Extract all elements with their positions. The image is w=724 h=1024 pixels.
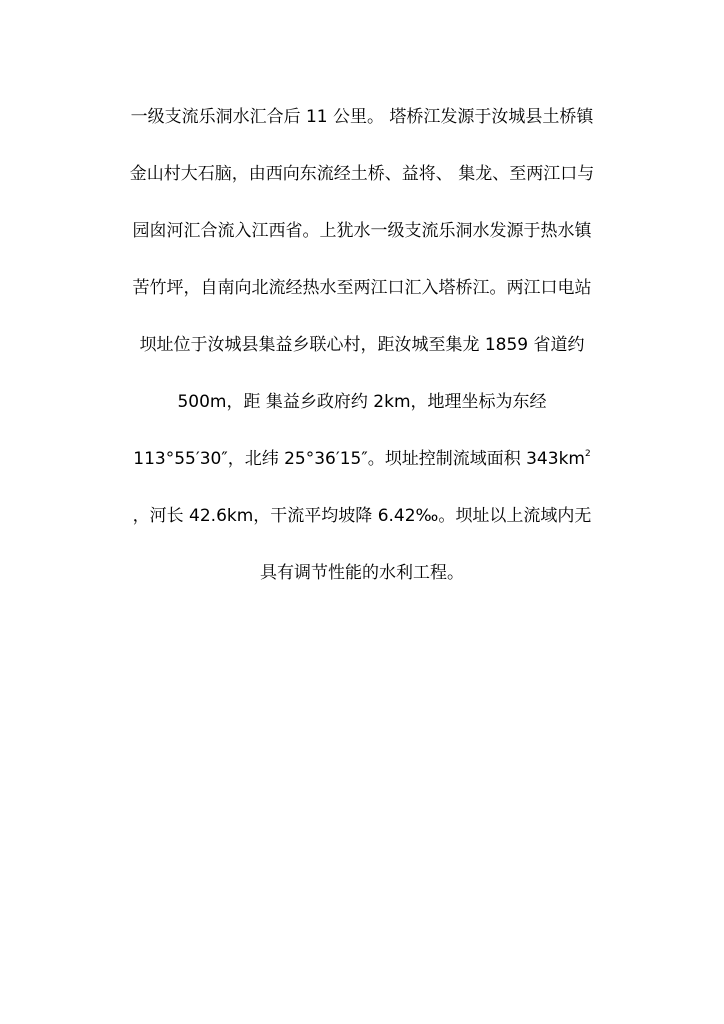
paragraph-line-5: 坝址位于汝城县集益乡联心村，距汝城至集龙 1859 省道约 — [139, 335, 585, 355]
paragraph-line-6: 500m，距 集益乡政府约 2km，地理坐标为东经 — [177, 392, 547, 412]
paragraph-line-3: 园囱河汇合流入江西省。上犹水一级支流乐洞水发源于热水镇 — [132, 221, 592, 241]
paragraph-line-8: ，河长 42.6km，干流平均坡降 6.42‰。坝址以上流域内无 — [132, 506, 592, 526]
paragraph-line-1: 一级支流乐洞水汇合后 11 公里。 塔桥江发源于汝城县土桥镇 — [130, 107, 594, 127]
paragraph-line-2: 金山村大石脑，由西向东流经土桥、益将、 集龙、至两江口与 — [129, 164, 595, 184]
paragraph-line-7 — [100, 447, 624, 471]
paragraph-line-7-text: 113°55′30″，北纬 25°36′15″。坝址控制流域面积 343km — [133, 449, 585, 469]
paragraph-line-4: 苦竹坪，自南向北流经热水至两江口汇入塔桥江。两江口电站 — [132, 278, 592, 298]
paragraph-line-9: 具有调节性能的水利工程。 — [260, 563, 464, 583]
area-unit-superscript: 2 — [584, 449, 591, 459]
